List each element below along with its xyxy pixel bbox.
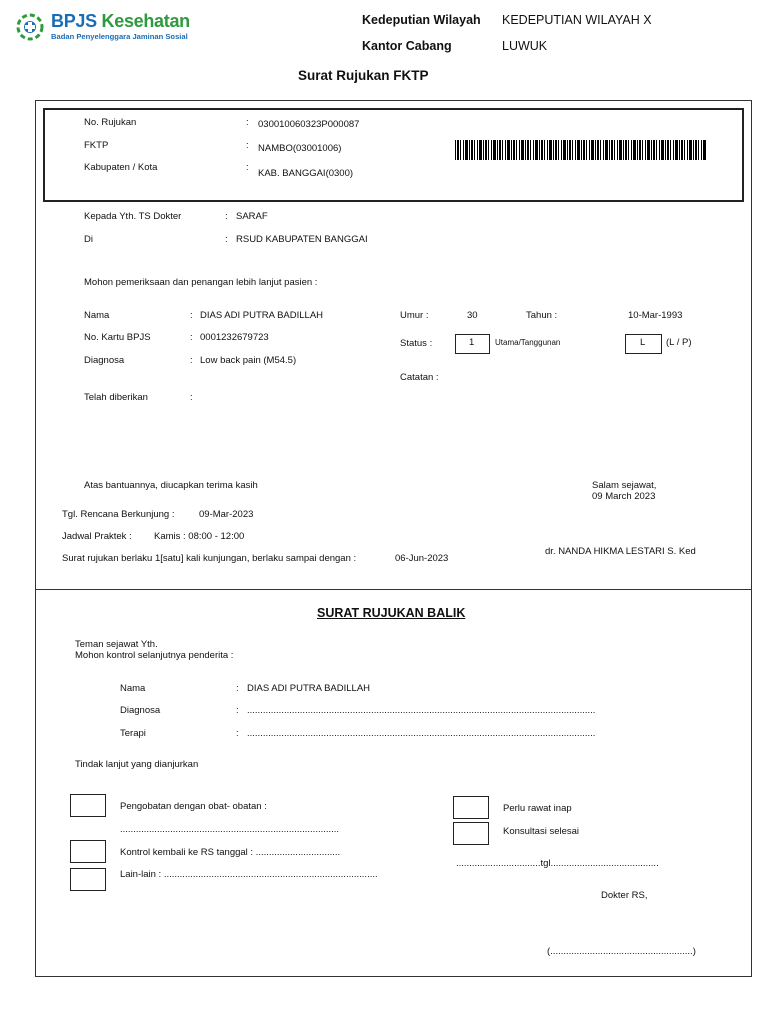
telah-label: Telah diberikan [84, 392, 148, 403]
page-title: Surat Rujukan FKTP [298, 68, 429, 83]
kepada-value: SARAF [236, 211, 268, 222]
berlaku-label: Surat rujukan berlaku 1[satu] kali kunjungan, berlaku sampai dengan : [62, 553, 357, 564]
nama-label: Nama [84, 310, 110, 321]
balik-terapi-dots: .................................................................................................................................... [247, 728, 596, 739]
balik-diagnosa-colon: : [236, 705, 239, 716]
konsultasi-checkbox[interactable] [453, 822, 489, 845]
kabupaten-label: Kabupaten / Kota [84, 162, 158, 173]
berlaku-value: 06-Jun-2023 [395, 553, 449, 564]
kartu-colon: : [190, 332, 193, 343]
jadwal-label: Jadwal Praktek : [62, 531, 132, 542]
deputi-label: Kedeputian Wilayah [362, 13, 481, 27]
balik-nama-colon: : [236, 683, 239, 694]
kabupaten-colon: : [246, 162, 249, 173]
balik-title: SURAT RUJUKAN BALIK [317, 606, 466, 620]
di-value: RSUD KABUPATEN BANGGAI [236, 234, 368, 245]
no-rujukan-label: No. Rujukan [84, 117, 137, 128]
thanks-text: Atas bantuannya, diucapkan terima kasih [84, 480, 258, 491]
lain-lain-label: Lain-lain : ................................................................................. [120, 869, 378, 880]
tahun-value: 10-Mar-1993 [628, 310, 683, 321]
tindak-lanjut-label: Tindak lanjut yang dianjurkan [75, 759, 199, 770]
diagnosa-label: Diagnosa [84, 355, 125, 366]
rawat-inap-checkbox[interactable] [453, 796, 489, 819]
kepada-colon: : [225, 211, 228, 222]
cabang-label: Kantor Cabang [362, 39, 452, 53]
fktp-value: NAMBO(03001006) [258, 143, 342, 154]
nama-colon: : [190, 310, 193, 321]
logo-brand: BPJS [51, 11, 97, 31]
gender-value: L [640, 337, 646, 348]
fktp-colon: : [246, 140, 249, 151]
konsultasi-label: Konsultasi selesai [503, 826, 580, 837]
section-divider [35, 589, 752, 590]
diagnosa-value: Low back pain (M54.5) [200, 355, 297, 366]
jadwal-value: Kamis : 08:00 - 12:00 [154, 531, 245, 542]
di-colon: : [225, 234, 228, 245]
intro-text: Mohon pemeriksaan dan penangan lebih lanjut pasien : [84, 277, 318, 288]
signature-line: (......................................................) [547, 946, 696, 957]
rawat-inap-label: Perlu rawat inap [503, 803, 572, 814]
balik-greeting: Teman sejawat Yth. [75, 639, 158, 650]
kontrol-label: Kontrol kembali ke RS tanggal : ................................ [120, 847, 341, 858]
signature-date: 09 March 2023 [592, 491, 656, 502]
balik-nama-value: DIAS ADI PUTRA BADILLAH [247, 683, 371, 694]
cabang-value: LUWUK [502, 39, 548, 53]
logo-brand-kesehatan: Kesehatan [101, 11, 190, 31]
gender-description: (L / P) [666, 337, 692, 348]
kartu-value: 0001232679723 [200, 332, 269, 343]
diagnosa-colon: : [190, 355, 193, 366]
deputi-value: KEDEPUTIAN WILAYAH X [502, 13, 652, 27]
fktp-label: FKTP [84, 140, 109, 151]
balik-request: Mohon kontrol selanjutnya penderita : [75, 650, 234, 661]
status-description: Utama/Tanggunan [495, 338, 561, 347]
pengobatan-label: Pengobatan dengan obat- obatan : [120, 801, 267, 812]
no-rujukan-colon: : [246, 117, 249, 128]
telah-colon: : [190, 392, 193, 403]
balik-diagnosa-dots: .................................................................................................................................... [247, 705, 596, 716]
umur-value: 30 [467, 310, 478, 321]
catatan-label: Catatan : [400, 372, 439, 383]
balik-terapi-label: Terapi [120, 728, 146, 739]
tanggal-line: ................................tgl......................................... [456, 858, 659, 869]
balik-nama-label: Nama [120, 683, 146, 694]
pengobatan-checkbox[interactable] [70, 794, 106, 817]
logo-subtitle: Badan Penyelenggara Jaminan Sosial [51, 32, 188, 41]
salam-text: Salam sejawat, [592, 480, 657, 491]
kabupaten-value: KAB. BANGGAI(0300) [258, 168, 354, 179]
status-value: 1 [469, 337, 475, 348]
kartu-label: No. Kartu BPJS [84, 332, 151, 343]
lain-lain-checkbox[interactable] [70, 868, 106, 891]
no-rujukan-value: 030010060323P000087 [258, 119, 360, 130]
rencana-label: Tgl. Rencana Berkunjung : [62, 509, 175, 520]
tahun-label: Tahun : [526, 310, 558, 321]
status-label: Status : [400, 338, 433, 349]
referral-barcode [455, 140, 706, 160]
kepada-label: Kepada Yth. TS Dokter [84, 211, 182, 222]
umur-label: Umur : [400, 310, 429, 321]
balik-terapi-colon: : [236, 728, 239, 739]
kontrol-checkbox[interactable] [70, 840, 106, 863]
doctor-name: dr. NANDA HIKMA LESTARI S. Ked [545, 546, 696, 557]
dokter-rs-label: Dokter RS, [601, 890, 648, 901]
di-label: Di [84, 234, 93, 245]
balik-diagnosa-label: Diagnosa [120, 705, 161, 716]
nama-value: DIAS ADI PUTRA BADILLAH [200, 310, 324, 321]
rencana-value: 09-Mar-2023 [199, 509, 254, 520]
document-frame [35, 100, 752, 977]
pengobatan-dots: ................................................................................... [120, 824, 340, 835]
bpjs-emblem-icon [15, 12, 45, 42]
